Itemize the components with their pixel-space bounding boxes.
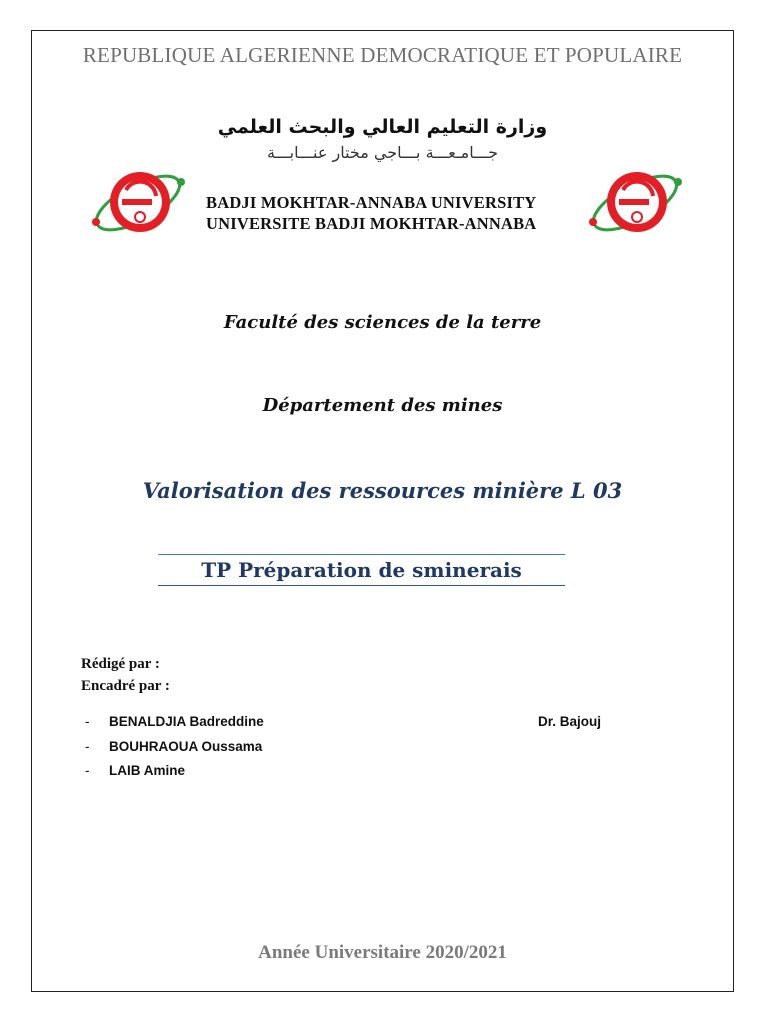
list-item bbox=[85, 712, 264, 737]
list-dash: - bbox=[85, 763, 90, 778]
list-item bbox=[85, 761, 264, 786]
student-name: LAIB Amine bbox=[109, 763, 186, 778]
title-rule-bottom bbox=[158, 585, 565, 586]
title-rule-top bbox=[158, 554, 565, 555]
faculty-name: Faculté des sciences de la terre bbox=[223, 312, 542, 333]
university-logo-icon bbox=[585, 162, 685, 244]
university-logo-icon bbox=[88, 162, 188, 244]
student-name: BOUHRAOUA Oussama bbox=[109, 738, 263, 754]
university-arabic: جـــامـعـــة بـــاجي مختار عنـــابـــة bbox=[266, 143, 499, 162]
republic-heading: REPUBLIQUE ALGERIENNE DEMOCRATIQUE ET POPULAIRE bbox=[82, 43, 683, 67]
list-item bbox=[85, 737, 264, 762]
list-dash: - bbox=[85, 738, 90, 754]
module-title: Valorisation des ressources minière L 03 bbox=[142, 478, 623, 503]
student-name: BENALDJIA Badreddine bbox=[109, 714, 264, 729]
student-list bbox=[85, 712, 264, 786]
ministry-arabic: وزارة التعليم العالي والبحث العلمي bbox=[217, 116, 548, 138]
written-by-label: Rédigé par : bbox=[81, 656, 160, 672]
department-name: Département des mines bbox=[262, 395, 503, 416]
tp-title: TP Préparation de sminerais bbox=[201, 558, 522, 582]
supervisor-name: Dr. Bajouj bbox=[538, 714, 602, 729]
university-name-fr: UNIVERSITE BADJI MOKHTAR-ANNABA bbox=[206, 214, 537, 233]
university-name-en: BADJI MOKHTAR-ANNABA UNIVERSITY bbox=[206, 193, 537, 212]
academic-year: Année Universitaire 2020/2021 bbox=[258, 942, 507, 963]
supervised-by-label: Encadré par : bbox=[81, 678, 170, 694]
list-dash: - bbox=[85, 714, 90, 729]
